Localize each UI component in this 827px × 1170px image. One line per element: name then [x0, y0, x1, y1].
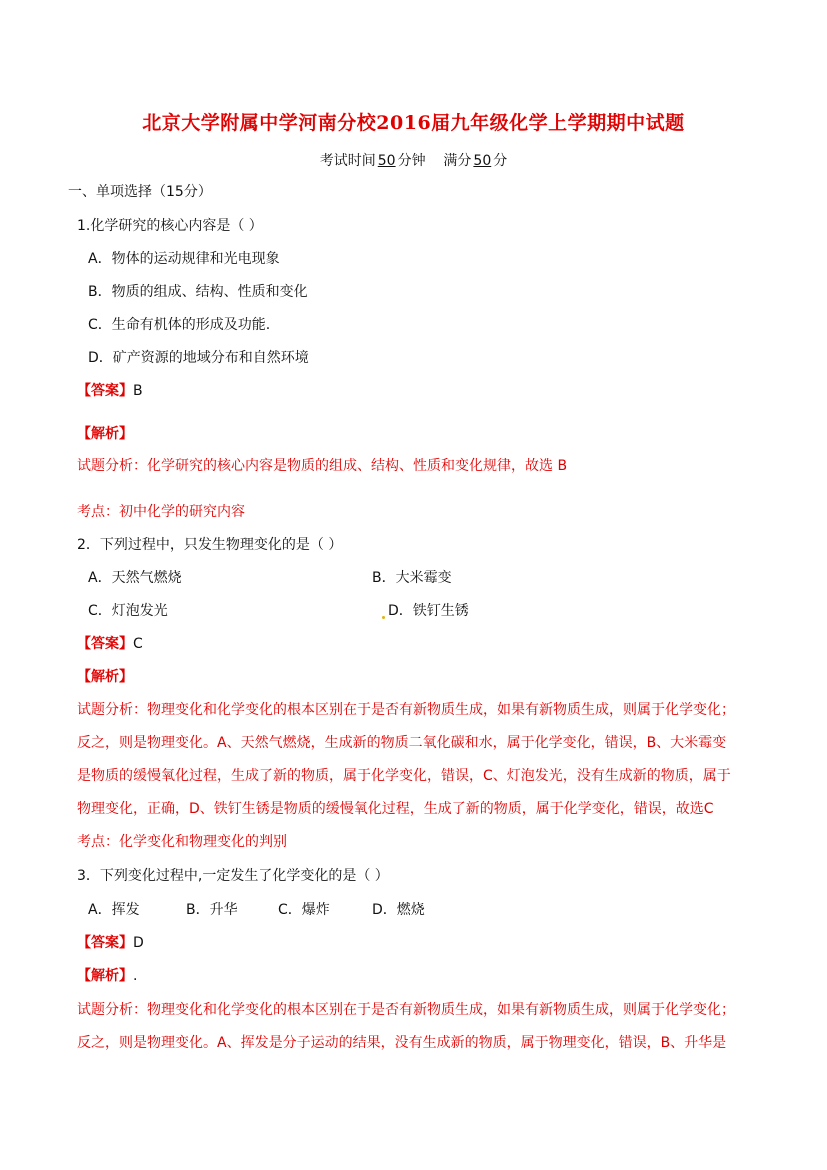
exam-time-unit: 分钟	[397, 153, 426, 169]
q3-analysis-label: 【解析】	[77, 968, 133, 984]
q3-option-c: C．爆炸	[278, 902, 330, 918]
q2-analysis	[77, 694, 757, 826]
q2-option-a: A．天然气燃烧	[88, 570, 182, 586]
exam-time-label: 考试时间	[319, 153, 376, 169]
q3-option-a: A．挥发	[88, 902, 140, 918]
full-score-label: 满分	[443, 153, 472, 169]
section-heading: 一、单项选择（15分）	[68, 184, 212, 200]
q3-analysis-line: 试题分析：物理变化和化学变化的根本区别在于是否有新物质生成，如果有新物质生成，则属于化学变化；	[77, 1002, 735, 1018]
q1-answer-value: B	[133, 383, 143, 399]
full-score-unit: 分	[493, 153, 508, 169]
q2-stem: 2．下列过程中，只发生物理变化的是（ ）	[77, 537, 343, 553]
q3-stem: 3．下列变化过程中,一定发生了化学变化的是（ ）	[77, 868, 389, 884]
q2-analysis-label: 【解析】	[77, 669, 133, 685]
q2-option-d: D．铁钉生锈	[388, 603, 469, 619]
q2-analysis-line: 试题分析：物理变化和化学变化的根本区别在于是否有新物质生成，如果有新物质生成，则属于化学变化；	[77, 702, 735, 718]
q2-answer-label: 【答案】	[77, 636, 133, 652]
q1-stem: 1.化学研究的核心内容是（ ）	[77, 218, 263, 234]
stray-mark	[382, 616, 385, 619]
q1-point: 考点：初中化学的研究内容	[77, 504, 245, 520]
q1-answer-label: 【答案】	[77, 383, 133, 399]
q1-option-b: B．物质的组成、结构、性质和变化	[88, 284, 308, 300]
q3-analysis-suffix: .	[133, 968, 138, 984]
full-score-value: 50	[473, 153, 492, 169]
exam-info	[0, 150, 827, 170]
q2-answer-value: C	[133, 636, 143, 652]
q2-answer	[77, 634, 143, 654]
q2-option-b: B．大米霉变	[372, 570, 452, 586]
q3-answer-label: 【答案】	[77, 935, 133, 951]
exam-time-value: 50	[377, 153, 396, 169]
q1-analysis-text: 试题分析：化学研究的核心内容是物质的组成、结构、性质和变化规律，故选 B	[77, 458, 568, 474]
q3-answer	[77, 933, 144, 953]
q2-analysis-line: 反之，则是物理变化。A、天然气燃烧，生成新的物质二氧化碳和水，属于化学变化，错误，B、大米霉变	[77, 735, 727, 751]
q3-option-d: D．燃烧	[372, 902, 425, 918]
q3-option-b: B．升华	[186, 902, 238, 918]
q2-point: 考点：化学变化和物理变化的判别	[77, 834, 287, 850]
q2-analysis-line: 物理变化，正确，D、铁钉生锈是物质的缓慢氧化过程，生成了新的物质，属于化学变化，错误，故选C	[77, 801, 714, 817]
q1-option-a: A．物体的运动规律和光电现象	[88, 251, 280, 267]
q2-option-c: C．灯泡发光	[88, 603, 168, 619]
q1-option-d: D．矿产资源的地域分布和自然环境	[88, 350, 309, 366]
q3-analysis	[77, 994, 757, 1060]
q3-analysis-heading	[77, 966, 137, 986]
q3-answer-value: D	[133, 935, 144, 951]
document-title: 北京大学附属中学河南分校2016届九年级化学上学期期中试题	[142, 112, 685, 134]
q3-analysis-line: 反之，则是物理变化。A、挥发是分子运动的结果，没有生成新的物质，属于物理变化，错误，B、升华是	[77, 1035, 727, 1051]
q1-answer	[77, 381, 143, 401]
q1-option-c: C．生命有机体的形成及功能.	[88, 317, 271, 333]
q1-analysis-label: 【解析】	[77, 426, 133, 442]
q2-analysis-line: 是物质的缓慢氧化过程，生成了新的物质，属于化学变化，错误，C、灯泡发光，没有生成新的物质，属于	[77, 768, 731, 784]
